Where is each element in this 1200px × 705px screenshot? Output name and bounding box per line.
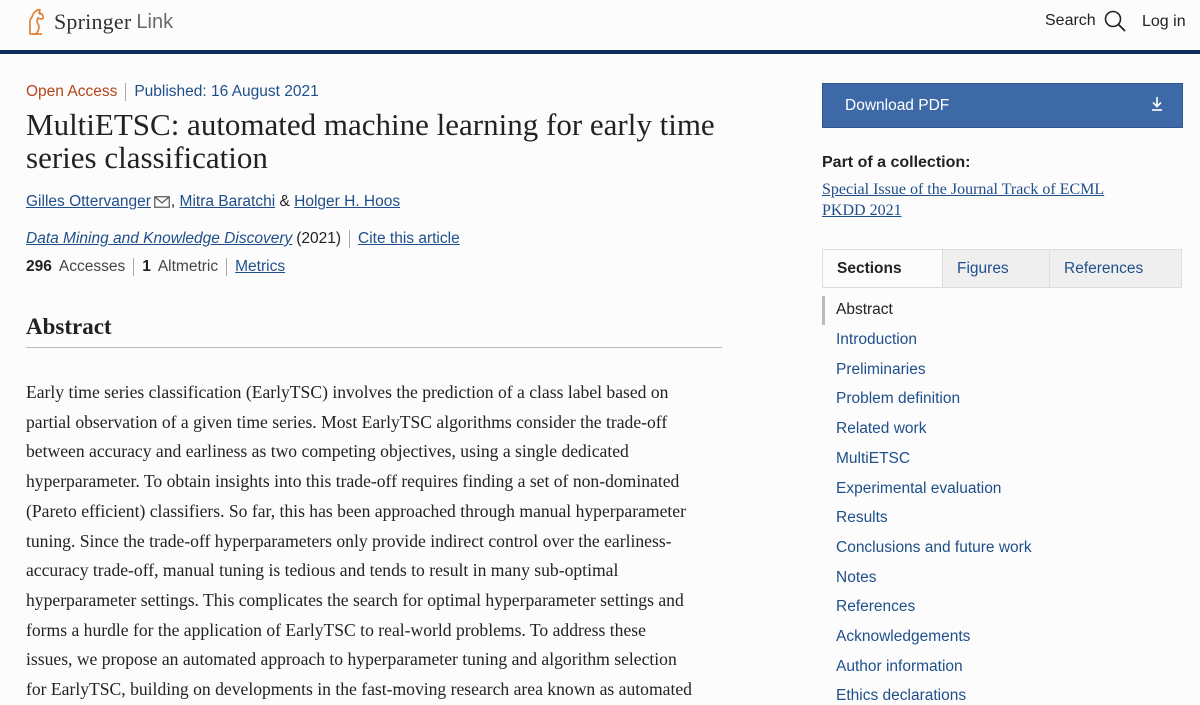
abstract-line: forms a hurdle for the application of EarlyTSC to real-world problems. To address these [26,619,646,640]
toc-item-conclusions[interactable]: Conclusions and future work [836,539,1032,556]
download-pdf-label: Download PDF [845,97,950,114]
download-pdf-button[interactable] [822,83,1183,128]
springer-horse-logo-icon [26,7,48,37]
toc-item-references[interactable]: References [836,598,916,615]
abstract-line: (Pareto efficient) classifiers. So far, this has been approached through manual hyperparameter [26,500,686,521]
journal-year: (2021) [296,230,342,247]
divider [125,83,126,101]
author-list [26,193,400,211]
logo-link-text: Link [136,10,174,33]
metrics-line [26,258,285,276]
sidebar-tabs [822,249,1182,288]
logo-springer-text: Springer [54,9,132,34]
divider [133,258,134,276]
abstract-line: partial observation of a given time series. Most EarlyTSC algorithms consider the trade-off [26,411,668,432]
mail-icon[interactable] [154,196,170,208]
abstract-heading: Abstract [26,314,112,339]
toc-item-preliminaries[interactable]: Preliminaries [836,361,926,378]
tab-sections[interactable]: Sections [823,250,942,287]
toc-item-experimental-evaluation[interactable]: Experimental evaluation [836,480,1002,497]
journal-line [26,230,460,248]
toc-item-ethics-declarations[interactable]: Ethics declarations [836,687,967,704]
abstract-line: for EarlyTSC, building on developments in the fast-moving research area known as automated [26,679,692,700]
site-header [0,0,1200,54]
toc-item-problem-definition[interactable]: Problem definition [836,390,961,407]
author-link-hoos[interactable]: Holger H. Hoos [294,193,401,210]
tab-figures[interactable]: Figures [942,250,1049,287]
search-button[interactable] [1045,10,1126,32]
author-link-ottervanger[interactable]: Gilles Ottervanger [26,193,151,210]
abstract-line: Early time series classification (EarlyTSC) involves the prediction of a class label based on [26,382,669,402]
active-section-indicator [822,296,825,325]
toc-item-acknowledgements[interactable]: Acknowledgements [836,628,971,645]
article-title: MultiETSC: automated machine learning for early time series classification [26,107,715,175]
toc-item-multietsc[interactable]: MultiETSC [836,450,911,467]
open-access-badge: Open Access [26,83,118,100]
author-separator: , [170,193,176,210]
abstract-text [26,378,726,705]
download-icon [1150,96,1164,112]
collection-label: Part of a collection: [822,154,971,171]
toc-item-related-work[interactable]: Related work [836,420,927,437]
accesses-label: Accesses [58,258,126,275]
published-date: Published: 16 August 2021 [134,83,319,100]
altmetric-count: 1 [142,258,151,275]
abstract-line: hyperparameter. To obtain insights into this trade-off requires finding a set of non-dominated [26,471,680,492]
divider [349,230,350,248]
toc-item-introduction[interactable]: Introduction [836,331,917,348]
search-icon [1104,10,1126,32]
metrics-link[interactable]: Metrics [235,258,286,275]
accesses-count: 296 [26,258,52,275]
springer-link-logo[interactable] [26,6,173,38]
abstract-line: between accuracy and earliness as two competing objectives, using a single dedicated [26,441,629,462]
abstract-line: issues, we propose an automated approach to hyperparameter tuning and algorithm selection [26,649,677,670]
cite-article-link[interactable]: Cite this article [358,230,460,247]
collection-link[interactable]: Special Issue of the Journal Track of ECML PKDD 2021 [822,181,1105,219]
tab-references[interactable]: References [1049,250,1181,287]
divider [226,258,227,276]
login-link[interactable]: Log in [1142,13,1186,30]
author-ampersand: & [279,193,290,210]
abstract-line: hyperparameter settings. This complicates the search for optimal hyperparameter settings and [26,589,684,610]
author-link-baratchi[interactable]: Mitra Baratchi [179,193,276,210]
article-meta [26,83,319,101]
abstract-line: tuning. Since the trade-off hyperparameters only provide indirect control over the earliness- [26,530,672,551]
toc-item-notes[interactable]: Notes [836,569,877,586]
toc-item-abstract[interactable]: Abstract [836,301,893,318]
toc-item-results[interactable]: Results [836,509,888,526]
abstract-line: accuracy trade-off, manual tuning is tedious and tends to result in many sub-optimal [26,560,619,581]
search-label: Search [1045,12,1096,29]
journal-link[interactable]: Data Mining and Knowledge Discovery [26,230,293,247]
toc-item-author-information[interactable]: Author information [836,658,963,675]
abstract-divider [26,347,722,348]
altmetric-label: Altmetric [157,258,219,275]
